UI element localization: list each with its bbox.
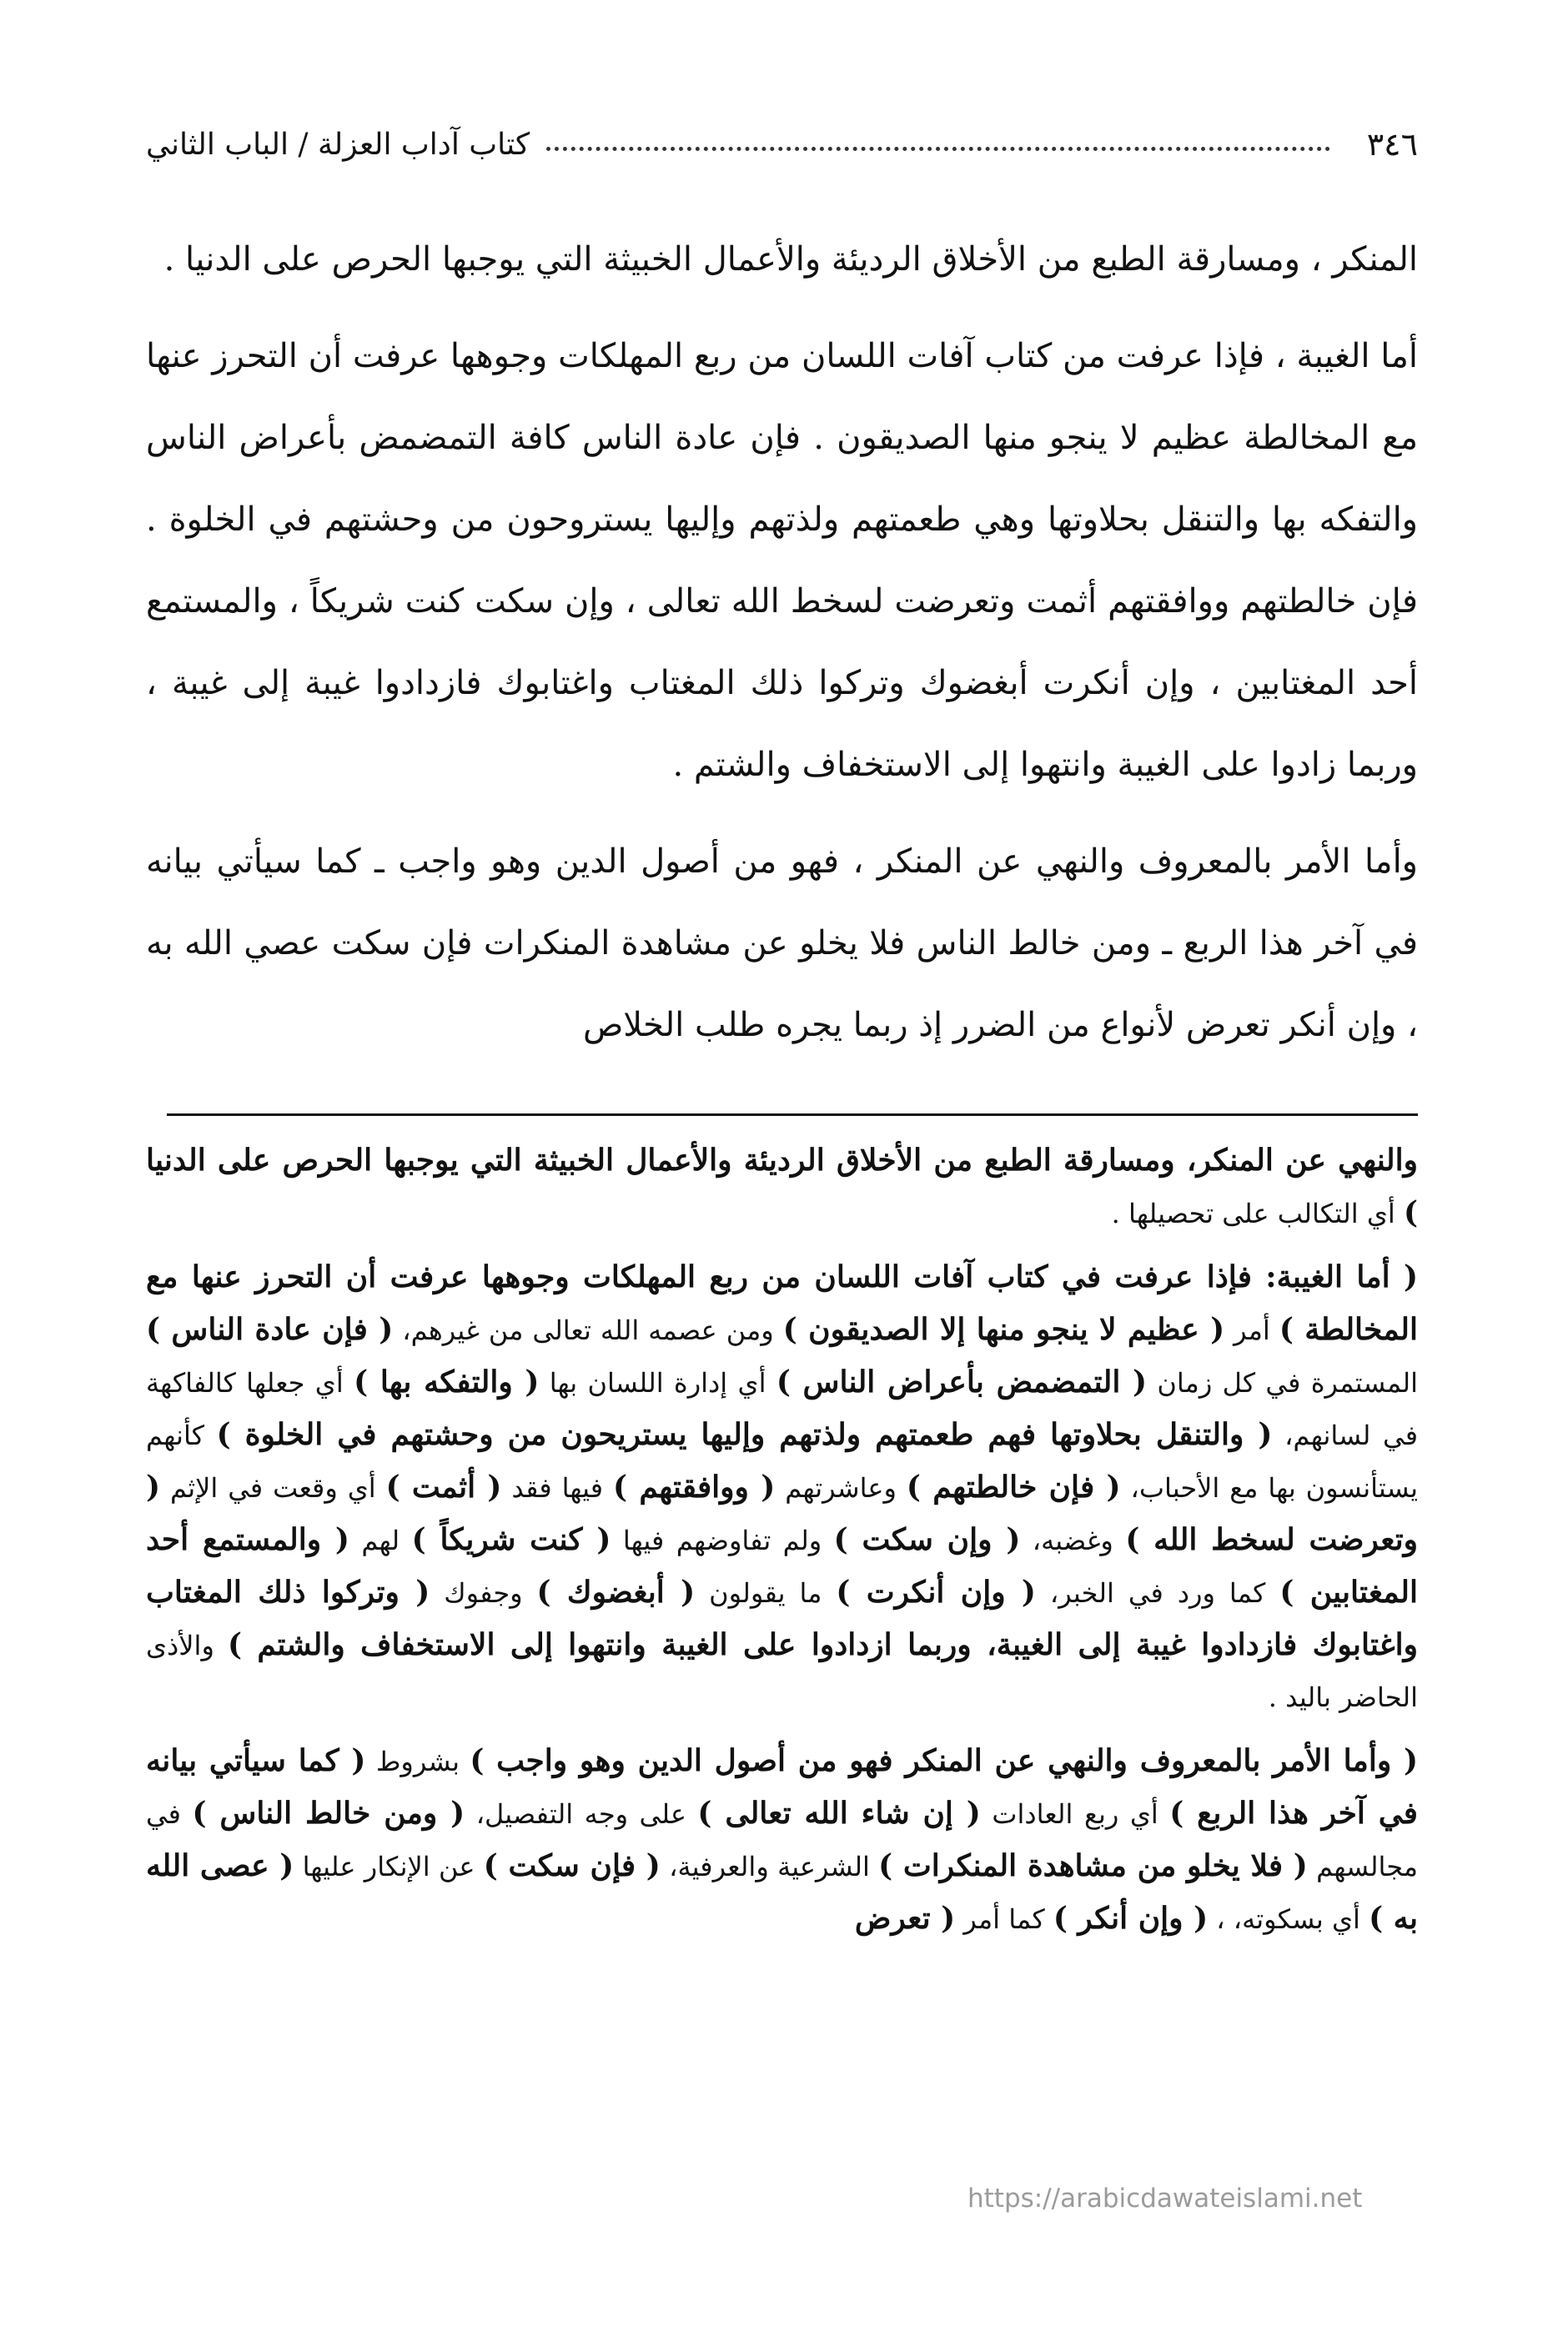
quoted-text: ( فإن سكت ) — [483, 1848, 661, 1883]
main-text — [146, 219, 1418, 1081]
commentary-paragraph — [146, 1134, 1418, 1239]
quoted-text: والنهي عن المنكر، ومسارقة الطبع من الأخلاق الرديئة والأعمال الخبيثة التي يوجبها الحرص على الدنيا ) — [146, 1143, 1418, 1230]
explanation-text: ولم تفاوضهم فيها — [611, 1525, 834, 1556]
explanation-text: أي ربع العادات — [980, 1798, 1170, 1830]
main-paragraph: المنكر ، ومسارقة الطبع من الأخلاق الرديئة والأعمال الخبيثة التي يوجبها الحرص على الدنيا . — [163, 240, 1418, 279]
explanation-text: عن الإنكار عليها — [294, 1851, 484, 1882]
explanation-text: أي إدارة اللسان بها — [539, 1367, 776, 1399]
quoted-text: ( عصى الله به ) — [146, 1848, 1418, 1936]
explanation-text: المستمرة في كل زمان — [1147, 1367, 1419, 1399]
explanation-text: والأذى الحاضر باليد . — [146, 1630, 1418, 1713]
quoted-text: ( أثمت ) — [385, 1470, 502, 1505]
quoted-text: ( فإن عادة الناس ) — [146, 1312, 394, 1347]
explanation-text: أمر — [1224, 1314, 1279, 1346]
explanation-text: وغضبه، — [1020, 1525, 1126, 1556]
explanation-text: أي جعلها كالفاكهة في لسانهم، — [146, 1367, 1419, 1451]
quoted-text: ( وتعرضت لسخط الله ) — [146, 1470, 1419, 1557]
explanation-text: كما أمر — [955, 1903, 1053, 1935]
quoted-text: ( أبغضوك ) — [536, 1575, 696, 1610]
footnote-divider — [167, 1113, 1418, 1116]
explanation-text: لهم — [349, 1525, 412, 1556]
commentary-paragraph — [146, 1735, 1418, 1945]
main-paragraph: أما الغيبة ، فإذا عرفت من كتاب آفات اللسان من ربع المهلكات وجوهها عرفت أن التحرز عنها مع المخالطة عظيم لا ينجو منها الصديقون . فإن عادة الناس كافة التمضمض بأعراض الناس والتفكه بها والتنقل بحلاوتها وهي طعمتهم ولذتهم وإليها يستروحون من وحشتهم في الخلوة . فإن خالطتهم ووافقتهم أثمت وتعرضت لسخط الله تعالى ، وإن سكت كنت شريكاً ، والمستمع أحد المغتابين ، وإن أنكرت أبغضوك وتركوا ذلك المغتاب واغتابوك فازدادوا غيبة إلى غيبة ، وربما زادوا على الغيبة وانتهوا إلى الاستخفاف والشتم . — [146, 337, 1418, 784]
explanation-text: كما ورد في الخبر، — [1035, 1577, 1280, 1609]
quoted-text: ( كنت شريكاً ) — [411, 1522, 611, 1557]
quoted-text: ( عظيم لا ينجو منها إلا الصديقون ) — [782, 1312, 1225, 1347]
explanation-text: بشروط — [365, 1746, 470, 1777]
quoted-text: ( فلا يخلو من مشاهدة المنكرات ) — [878, 1848, 1308, 1883]
quoted-text: ( والتفكه بها ) — [354, 1365, 540, 1400]
quoted-text: ( كما سيأتي بيانه في آخر هذا الربع ) — [146, 1743, 1419, 1831]
page-number: ٣٤٦ — [1366, 126, 1418, 163]
explanation-text: على وجه التفصيل، — [465, 1798, 698, 1830]
quoted-text: ( وإن سكت ) — [833, 1522, 1021, 1557]
quoted-text: ( أما الغيبة: فإذا عرفت في كتاب آفات اللسان من ربع المهلكات وجوهها عرفت أن التحرز عنها مع المخالطة ) — [146, 1259, 1419, 1347]
quoted-text: ( وإن أنكر ) — [1053, 1901, 1209, 1936]
running-title: كتاب آداب العزلة / الباب الثاني — [146, 127, 530, 162]
commentary-text — [146, 1134, 1418, 1957]
page-header — [146, 115, 1418, 173]
explanation-text: وجفوك — [430, 1577, 537, 1609]
quoted-text: ( والتنقل بحلاوتها فهم طعمتهم ولذتهم وإليها يستريحون من وحشتهم في الخلوة ) — [216, 1417, 1273, 1452]
explanation-text: ومن عصمه الله تعالى من غيرهم، — [393, 1314, 783, 1346]
explanation-text: ما يقولون — [695, 1577, 837, 1609]
explanation-text: وعاشرتهم — [775, 1472, 907, 1504]
explanation-text: في مجالسهم — [146, 1798, 1419, 1882]
quoted-text: ( تعرض — [854, 1901, 956, 1936]
quoted-text: ( ومن خالط الناس ) — [192, 1796, 465, 1831]
quoted-text: ( فإن خالطتهم ) — [906, 1470, 1121, 1505]
explanation-text: أي التكالب على تحصيلها . — [1111, 1198, 1404, 1229]
explanation-text: الشرعية والعرفية، — [660, 1851, 879, 1882]
explanation-text: أي وقعت في الإثم — [160, 1472, 386, 1504]
watermark: https://arabicdawateislami.net — [967, 2184, 1363, 2214]
explanation-text: كأنهم يستأنسون بها مع الأحباب، — [146, 1420, 1419, 1504]
quoted-text: ( وإن أنكرت ) — [836, 1575, 1036, 1610]
quoted-text: ( والمستمع أحد المغتابين ) — [146, 1522, 1419, 1610]
header-leader-dots — [546, 147, 1330, 151]
quoted-text: ( وتركوا ذلك المغتاب واغتابوك فازدادوا غيبة إلى الغيبة، وربما ازدادوا على الغيبة وانتهوا إلى الاستخفاف والشتم ) — [146, 1575, 1418, 1662]
quoted-text: ( التمضمض بأعراض الناس ) — [776, 1365, 1148, 1400]
explanation-text: فيها فقد — [501, 1472, 613, 1504]
main-paragraph: وأما الأمر بالمعروف والنهي عن المنكر ، فهو من أصول الدين وهو واجب ـ كما سيأتي بيانه في آخر هذا الربع ـ ومن خالط الناس فلا يخلو عن مشاهدة المنكرات فإن سكت عصي الله به ، وإن أنكر تعرض لأنواع من الضرر إذ ربما يجره طلب الخلاص — [146, 842, 1418, 1044]
explanation-text: أي بسكوته، ، — [1208, 1903, 1369, 1935]
quoted-text: ( وأما الأمر بالمعروف والنهي عن المنكر فهو من أصول الدين وهو واجب ) — [470, 1743, 1419, 1778]
quoted-text: ( إن شاء الله تعالى ) — [697, 1796, 981, 1831]
commentary-paragraph — [146, 1251, 1418, 1723]
quoted-text: ( ووافقتهم ) — [612, 1470, 776, 1505]
